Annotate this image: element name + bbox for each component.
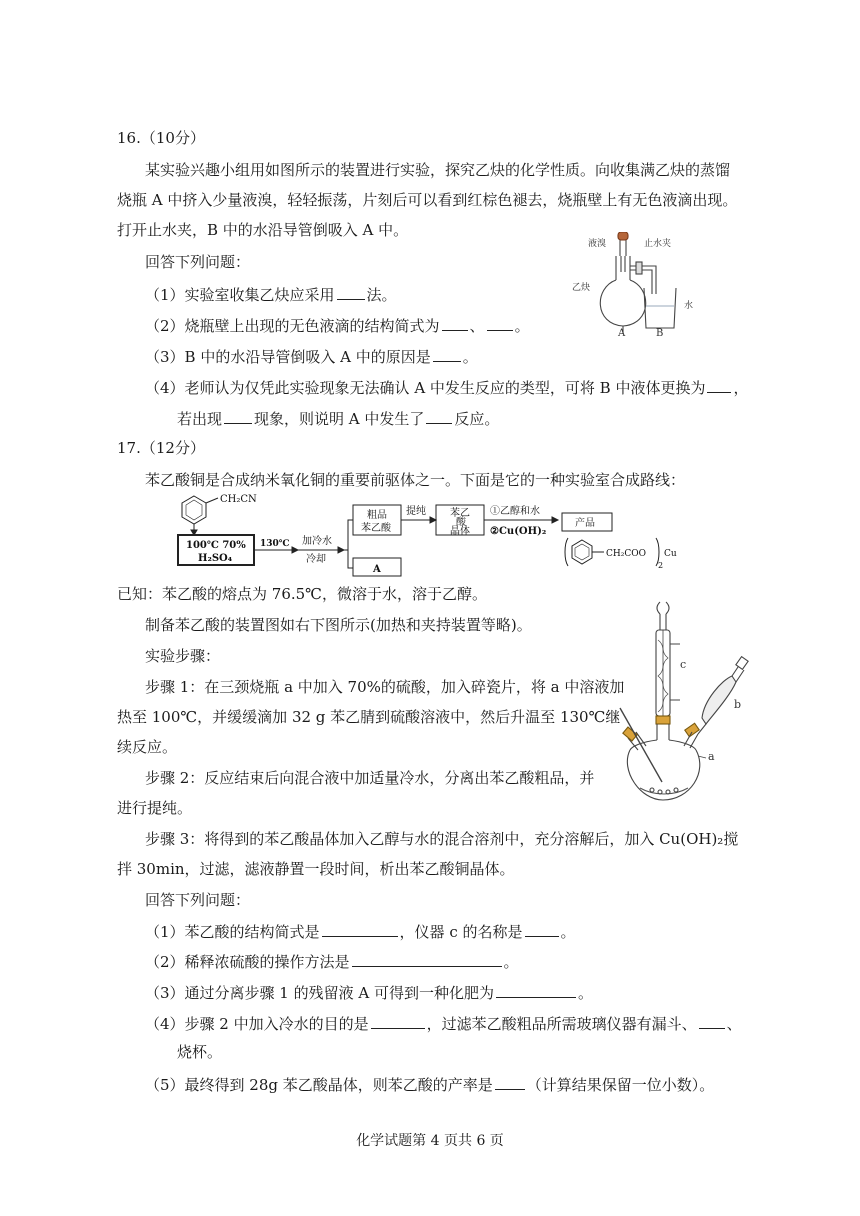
flow-cond2: H₂SO₄ xyxy=(198,553,233,564)
q17-sub4-line2: 烧杯。 xyxy=(177,1043,223,1061)
fig-label-clamp: 止水夹 xyxy=(644,239,672,249)
q16-sub2-sep: 、 xyxy=(469,317,485,335)
q16-sub4-line1 xyxy=(145,376,749,398)
q17-sub4-comma: 、 xyxy=(726,1015,742,1033)
flow-crude1: 粗品 xyxy=(367,510,387,521)
flow-cool1: 加冷水 xyxy=(302,536,332,547)
q17-step3-line2: 拌 30min，过滤，滤液静置一段时间，析出苯乙酸铜晶体。 xyxy=(117,860,515,878)
q16-ask: 回答下列问题： xyxy=(145,253,251,271)
q17-ask: 回答下列问题： xyxy=(145,891,251,909)
page-footer: 化学试题第 4 页共 6 页 xyxy=(356,1133,504,1149)
answer-blank[interactable] xyxy=(224,407,252,424)
q17-sub2-end: 。 xyxy=(503,953,519,971)
flow-step1: ①乙醇和水 xyxy=(490,506,540,517)
q17-sub3 xyxy=(145,981,593,1003)
flow-crystal1: 苯乙 xyxy=(450,508,470,519)
q16-heading: 16.（10分） xyxy=(117,129,205,147)
answer-blank[interactable] xyxy=(337,283,365,300)
q16-sub4-comma: ， xyxy=(733,379,749,397)
answer-blank[interactable] xyxy=(352,950,502,967)
q17-step3-line1: 步骤 3：将得到的苯乙酸晶体加入乙醇与水的混合溶剂中，充分溶解后，加入 Cu(OH)₂搅 xyxy=(145,830,739,848)
q16-para-line2: 烧瓶 A 中挤入少量液溴，轻轻振荡，片刻后可以看到红棕色褪去，烧瓶壁上有无色液滴出现。 xyxy=(117,191,738,209)
q17-heading: 17.（12分） xyxy=(117,439,205,457)
flow-crude2: 苯乙酸 xyxy=(361,523,391,534)
flow-crystal2: 酸 xyxy=(456,517,466,528)
q16-sub3-text: （3）B 中的水沿导管倒吸入 A 中的原因是 xyxy=(145,348,431,366)
q17-step1-line3: 续反应。 xyxy=(117,738,178,756)
fig-label-water: 水 xyxy=(684,301,694,311)
q16-sub4-end: 反应。 xyxy=(454,410,500,428)
q17-step2-line1: 步骤 2：反应结束后向混合液中加适量冷水，分离出苯乙酸粗品，并 xyxy=(145,769,595,787)
fig-label-b: b xyxy=(734,698,742,711)
q16-para-line3: 打开止水夹，B 中的水沿导管倒吸入 A 中。 xyxy=(117,221,409,239)
synthesis-flow-diagram xyxy=(170,492,700,582)
answer-blank[interactable] xyxy=(371,1012,425,1029)
q16-sub4-text: （4）老师认为仅凭此实验现象无法确认 A 中发生反应的类型，可将 B 中液体更换为 xyxy=(145,379,706,397)
fig-label-c: c xyxy=(680,658,687,671)
q17-known: 已知：苯乙酸的熔点为 76.5℃，微溶于水，溶于乙醇。 xyxy=(117,585,487,603)
q17-sub2-text: （2）稀释浓硫酸的操作方法是 xyxy=(145,953,350,971)
q17-sub5 xyxy=(145,1073,714,1095)
q17-sub5-text: （5）最终得到 28g 苯乙酸晶体，则苯乙酸的产率是 xyxy=(145,1076,493,1094)
q17-step1-line1: 步骤 1：在三颈烧瓶 a 中加入 70%的硫酸，加入碎瓷片，将 a 中溶液加 xyxy=(145,678,625,696)
answer-blank[interactable] xyxy=(699,1012,725,1029)
answer-blank[interactable] xyxy=(525,920,559,937)
q16-sub1 xyxy=(145,283,397,305)
flow-product: 产品 xyxy=(575,518,595,529)
answer-blank[interactable] xyxy=(442,314,468,331)
q16-apparatus-figure xyxy=(560,232,710,342)
flow-step2: ②Cu(OH)₂ xyxy=(490,526,547,537)
q17-steps-title: 实验步骤： xyxy=(145,647,221,665)
fig-label-A: A xyxy=(618,328,626,339)
answer-blank[interactable] xyxy=(495,1073,525,1090)
q16-sub2-text: （2）烧瓶壁上出现的无色液滴的结构简式为 xyxy=(145,317,440,335)
q17-sub1-text2: ，仪器 c 的名称是 xyxy=(399,923,523,941)
q16-sub3 xyxy=(145,345,478,367)
flow-sub2: 2 xyxy=(658,561,664,570)
q17-sub4-text2: ，过滤苯乙酸粗品所需玻璃仪器有漏斗、 xyxy=(426,1015,697,1033)
fig-label-B: B xyxy=(656,328,664,339)
answer-blank[interactable] xyxy=(496,981,576,998)
q17-intro: 苯乙酸铜是合成纳米氧化铜的重要前驱体之一。下面是它的一种实验室合成路线： xyxy=(145,471,686,489)
q16-sub1-text: （1）实验室收集乙炔应采用 xyxy=(145,286,335,304)
q17-sub4-text: （4）步骤 2 中加入冷水的目的是 xyxy=(145,1015,369,1033)
q17-sub1-end: 。 xyxy=(560,923,576,941)
q17-sub1 xyxy=(145,920,576,942)
flow-crystal3: 晶体 xyxy=(450,526,470,537)
q16-para-line1: 某实验兴趣小组用如图所示的装置进行实验，探究乙炔的化学性质。向收集满乙炔的蒸馏 xyxy=(145,161,731,179)
q17-sub3-end: 。 xyxy=(578,984,594,1002)
q17-step1-line2: 热至 100℃，并缓缓滴加 32 g 苯乙腈到硫酸溶液中，然后升温至 130℃继 xyxy=(117,708,621,726)
answer-blank[interactable] xyxy=(322,920,398,937)
q17-sub2 xyxy=(145,950,519,972)
q16-sub2-end: 。 xyxy=(514,317,530,335)
flow-A: A xyxy=(373,564,381,575)
q17-sub3-text: （3）通过分离步骤 1 的残留液 A 可得到一种化肥为 xyxy=(145,984,494,1002)
q17-sub1-text: （1）苯乙酸的结构简式是 xyxy=(145,923,320,941)
fig-label-a: a xyxy=(708,750,715,763)
answer-blank[interactable] xyxy=(707,376,731,393)
q17-sub5-end: （计算结果保留一位小数）。 xyxy=(526,1076,715,1094)
flow-purify: 提纯 xyxy=(406,506,426,517)
flow-130: 130℃ xyxy=(260,539,290,549)
q16-sub2 xyxy=(145,314,530,336)
fig-label-acetylene: 乙炔 xyxy=(572,283,591,293)
q16-sub4-line2 xyxy=(177,407,499,429)
answer-blank[interactable] xyxy=(426,407,452,424)
flow-cu: Cu xyxy=(664,549,677,559)
q17-step2-line2: 进行提纯。 xyxy=(117,799,193,817)
flow-cond1: 100℃ 70% xyxy=(186,540,246,551)
q17-prep: 制备苯乙酸的装置图如右下图所示(加热和夹持装置等略)。 xyxy=(145,616,532,634)
q16-sub1-end: 法。 xyxy=(366,286,397,304)
answer-blank[interactable] xyxy=(433,345,461,362)
q17-sub4-line1 xyxy=(145,1012,742,1034)
flow-formula: CH₂COO xyxy=(606,549,646,559)
q17-apparatus-figure xyxy=(600,600,750,810)
q16-sub3-end: 。 xyxy=(462,348,478,366)
flow-cool2: 冷却 xyxy=(306,554,326,565)
q16-sub4-text2: 若出现 xyxy=(177,410,223,428)
flow-ch2cn: CH₂CN xyxy=(220,494,257,505)
fig-label-bromine: 液溴 xyxy=(588,239,607,249)
q16-sub4-text3: 现象，则说明 A 中发生了 xyxy=(254,410,425,428)
answer-blank[interactable] xyxy=(487,314,513,331)
